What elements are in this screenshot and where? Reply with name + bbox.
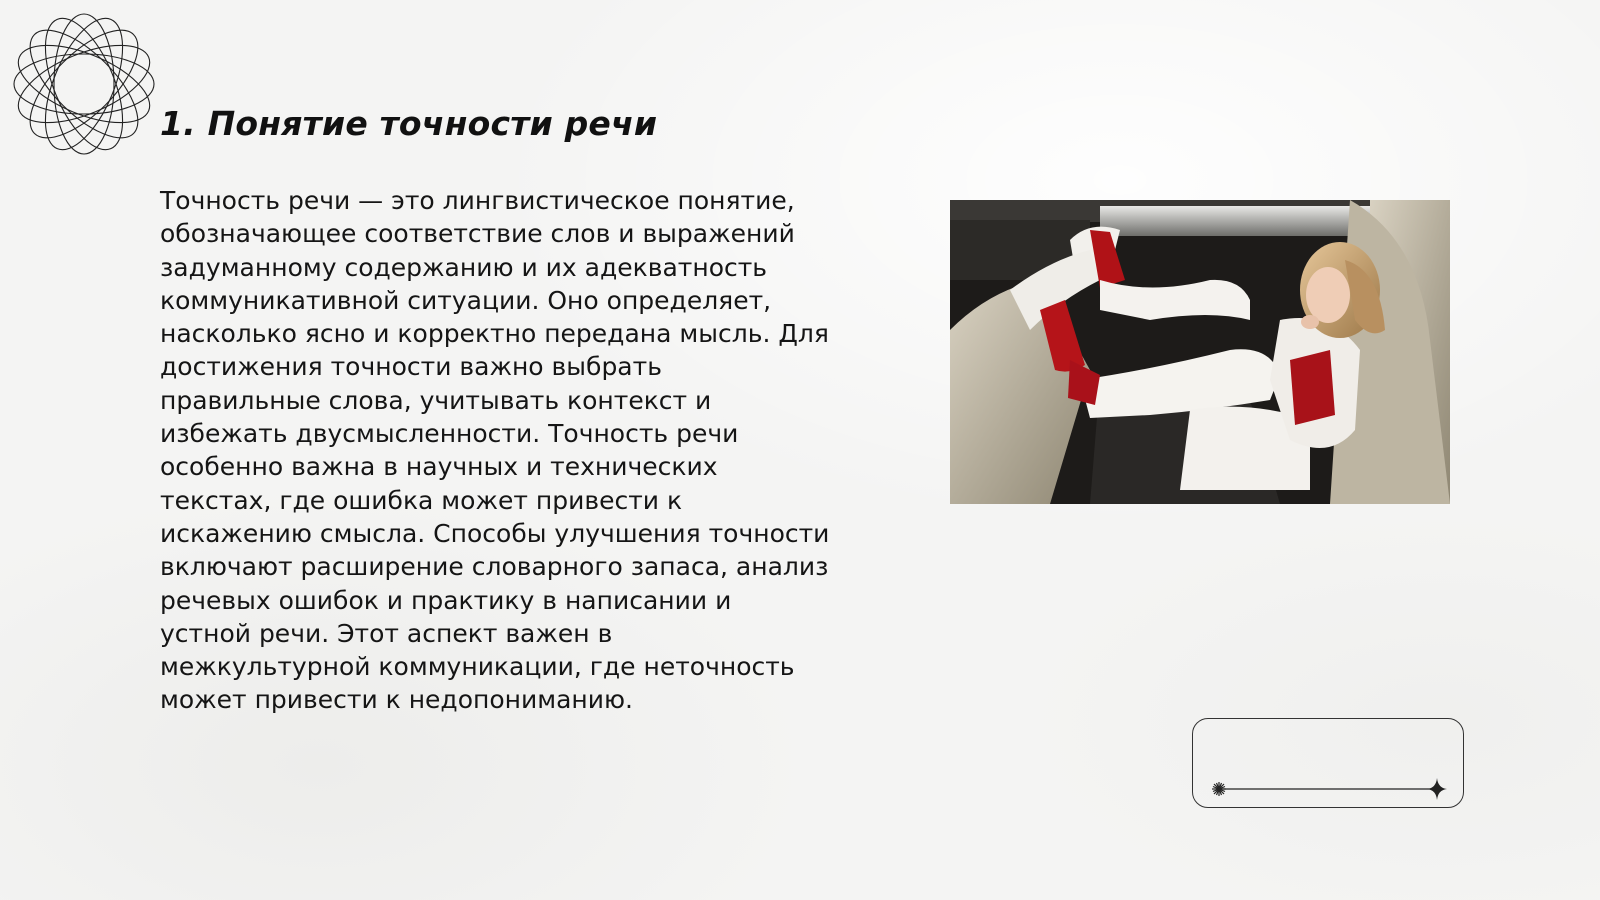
illustration-photo xyxy=(950,200,1450,504)
orbit-rings-icon xyxy=(10,10,158,158)
sparkle-icon xyxy=(1427,778,1447,800)
slide-title: 1. Понятие точности речи xyxy=(160,104,658,143)
starburst-icon xyxy=(1212,782,1226,796)
decorative-frame xyxy=(1192,718,1464,808)
decorative-divider xyxy=(1211,719,1447,809)
slide-body-text: Точность речи — это лингвистическое понятие, обозначающее соответствие слов и выражений задуманному содержанию и их адекватность коммуникативной ситуации. Оно определяет, насколько ясно и корректно передана мысль. Для достижения точности важно выбрать правильные слова, учитывать контекст и избежать двусмысленности. Точность речи особенно важна в научных и технических текстах, где ошибка может привести к искажению смысла. Способы улучшения точности включают расширение словарного запаса, анализ речевых ошибок и практику в написании и устной речи. Этот аспект важен в межкультурной коммуникации, где неточность может привести к недопониманию. xyxy=(160,186,830,715)
